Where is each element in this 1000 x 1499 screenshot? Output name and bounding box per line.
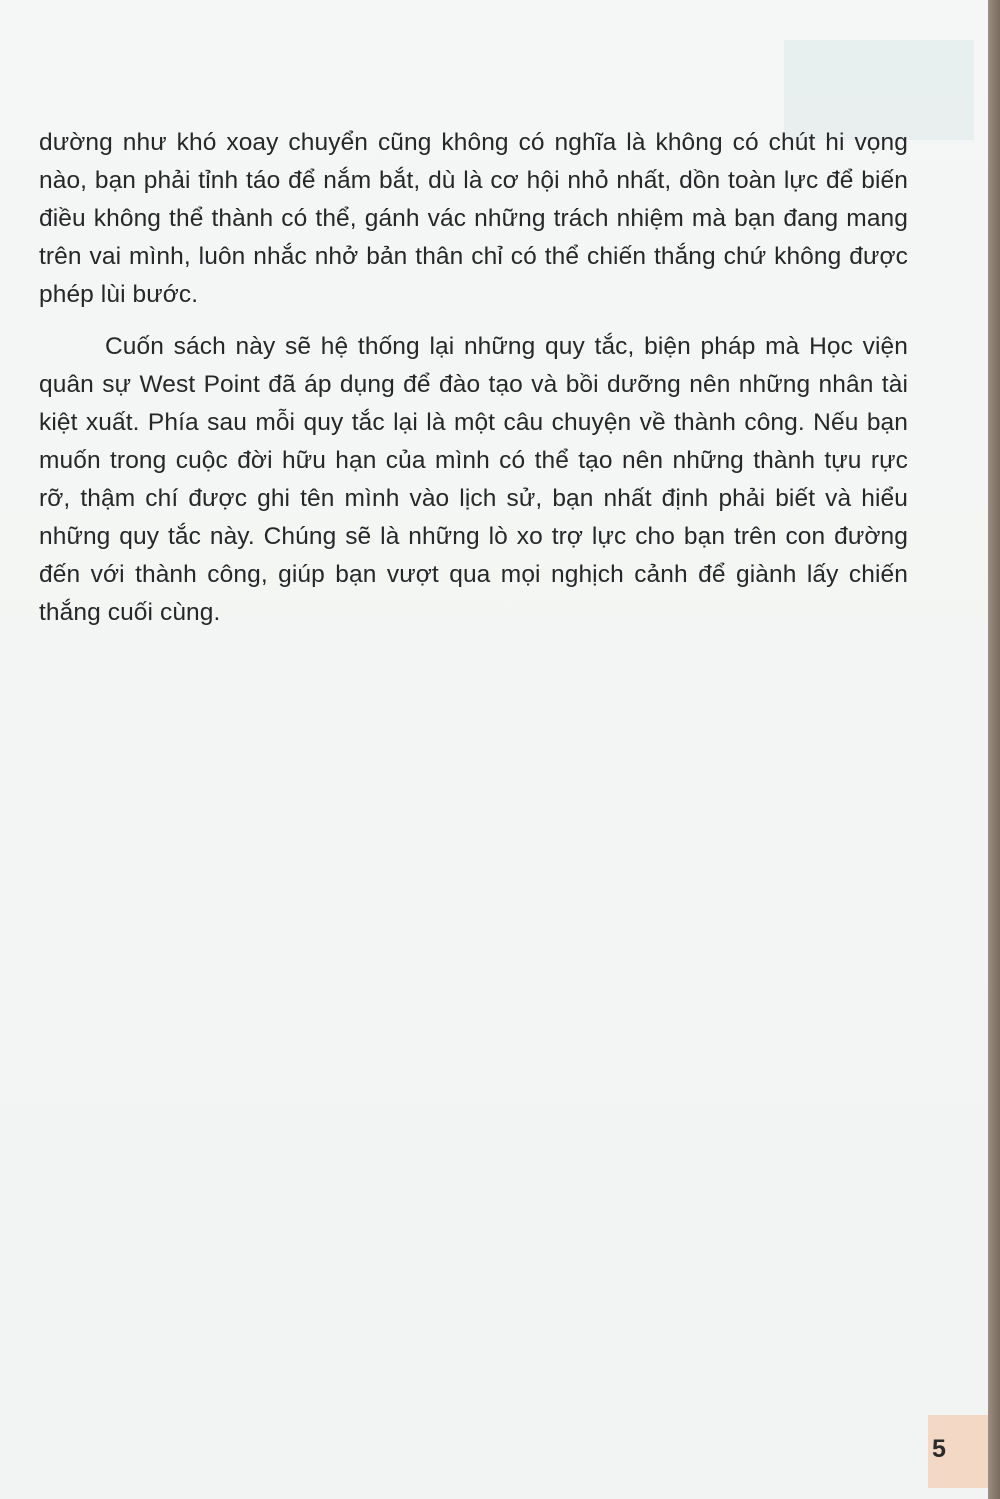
paragraph-1: dường như khó xoay chuyển cũng không có nghĩa là không có chút hi vọng nào, bạn phải tỉnh táo để nắm bắt, dù là cơ hội nhỏ nhất, dồn toàn lực để biến điều không thể thành có thể, gánh vác những trách nhiệm mà bạn đang mang trên vai mình, luôn nhắc nhở bản thân chỉ có thể chiến thắng chứ không được phép lùi bước. [39,129,908,308]
paragraph-2: Cuốn sách này sẽ hệ thống lại những quy tắc, biện pháp mà Học viện quân sự West Point đã áp dụng để đào tạo và bồi dưỡng nên những nhân tài kiệt xuất. Phía sau mỗi quy tắc lại là một câu chuyện về thành công. Nếu bạn muốn trong cuộc đời hữu hạn của mình có thể tạo nên những thành tựu rực rỡ, thậm chí được ghi tên mình vào lịch sử, bạn nhất định phải biết và hiểu những quy tắc này. Chúng sẽ là những lò xo trợ lực cho bạn trên con đường đến với thành công, giúp bạn vượt qua mọi nghịch cảnh để giành lấy chiến thắng cuối cùng. [39,333,908,626]
body-text [39,124,908,632]
book-edge [988,0,1000,1499]
page-number: 5 [932,1435,946,1463]
page-number-tab [928,1415,988,1488]
